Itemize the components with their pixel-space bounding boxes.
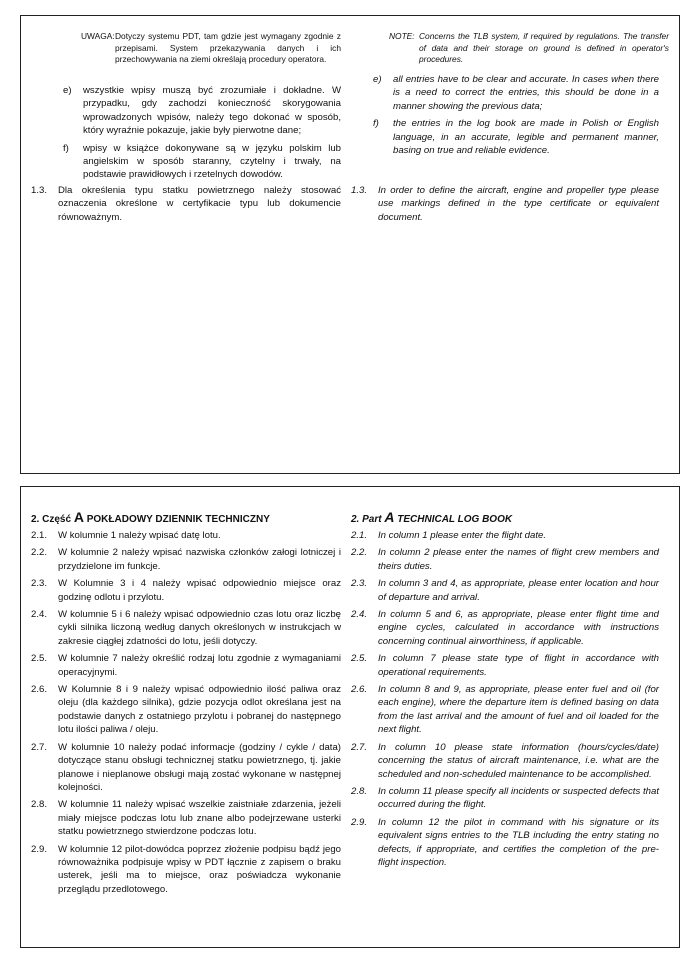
pl-item-2-7	[31, 741, 341, 795]
item-number: f)	[373, 118, 379, 130]
item-number: e)	[373, 74, 382, 85]
item-number: 2.3.	[351, 578, 368, 590]
pl-item-2-5	[31, 652, 341, 679]
pl-item-f	[63, 142, 341, 182]
note-en-label: NOTE:	[389, 31, 415, 41]
item-text: Dla określenia typu statku powietrznego należy stosować oznaczenia określone w certyfikacie typu lub dokumencie równoważnym.	[58, 185, 341, 223]
pl-item-2-6	[31, 683, 341, 737]
item-text: wpisy w książce dokonywane są w języku polskim lub angielskim w sposób staranny, czytelny i trwały, na podstawie prawidłowych i rzetelnych dowodów.	[83, 142, 341, 181]
item-text: wszystkie wpisy muszą być zrozumiałe i dokładne. W przypadku, gdy zachodzi konieczność skorygowania wprowadzonych wpisów, należy tego dokonać w sposób, który wyraźnie pokazuje, jakie były pierwotne dane;	[83, 85, 341, 137]
item-text: In column 10 please state information (hours/cycles/date) concerning the status of aircraft maintenance, i.e. what are the scheduled and non-scheduled maintenance to be accomplished.	[378, 741, 659, 780]
item-text: W kolumnie 7 należy określić rodzaj lotu zgodnie z wymaganiami operacyjnymi.	[58, 653, 341, 678]
item-text: W kolumnie 10 należy podać informacje (godziny / cykle / data) dotyczące stanu obsługi technicznej statku powietrznego, tj. jakie planowe i nieplanowe obsługi mają zostać wykonane w następnej kolejności.	[58, 741, 341, 793]
item-text: In column 11 please specify all incidents or suspected defects that occurred during the flight.	[378, 785, 659, 811]
en-list	[351, 529, 659, 873]
item-text: In column 1 please enter the flight date.	[378, 530, 546, 541]
pl-list-ef	[63, 84, 341, 186]
pl-item-2-9	[31, 843, 341, 897]
item-text: In column 2 please enter the names of flight crew members and theirs duties.	[378, 547, 659, 572]
note-pl-text: Dotyczy systemu PDT, tam gdzie jest wymagany zgodnie z przepisami. System przekazywania danych i ich przechowywania na ziemi określają procedury operatora.	[115, 31, 341, 64]
item-number: f)	[63, 142, 69, 154]
item-text: all entries have to be clear and accurate. In cases when there is a need to correct the entries, this should be done in a manner showing the previous data;	[393, 74, 659, 112]
item-number: 2.2.	[31, 547, 48, 559]
item-number: 1.3.	[31, 185, 48, 196]
item-number: 2.4.	[351, 609, 368, 621]
item-number: 2.5.	[351, 653, 368, 665]
en-list-ef	[373, 73, 659, 161]
item-number: 2.9.	[351, 816, 368, 828]
item-text: In column 5 and 6, as appropriate, please enter flight time and engine cycles, calculated in accordance with instructions concerning continual airworthiness, if applicable.	[378, 609, 659, 647]
pl-item-2-8	[31, 798, 341, 838]
en-item-2-3	[351, 577, 659, 604]
en-item-2-1	[351, 529, 659, 542]
pl-item-e	[63, 84, 341, 138]
en-item-2-4	[351, 608, 659, 648]
item-number: 2.8.	[351, 785, 368, 797]
en-item-2-8	[351, 785, 659, 812]
item-text: W kolumnie 2 należy wpisać nazwiska członków załogi lotniczej i przydzielone im funkcje.	[58, 547, 341, 572]
item-number: 2.7.	[351, 741, 368, 753]
item-text: W Kolumnie 3 i 4 należy wpisać odpowiednio miejsce oraz godzinę odlotu i przylotu.	[58, 578, 341, 603]
en-item-2-2	[351, 546, 659, 573]
pl-list	[31, 529, 341, 900]
item-number: 2.3.	[31, 578, 48, 590]
item-number: 2.5.	[31, 653, 48, 665]
item-text: W kolumnie 12 pilot-dowódca poprzez złożenie podpisu bądź jego równoważnika podpisuje wpisy w PDT łącznie z zapisem o braku usterek, jeśli ma to miejsce, oraz poświadcza wykonanie przeglądu przedlotowego.	[58, 843, 341, 895]
item-number: 2.9.	[31, 843, 48, 855]
en-item-1-3	[351, 184, 659, 228]
en-item-2-6	[351, 683, 659, 737]
item-text: W Kolumnie 8 i 9 należy wpisać odpowiednio ilość paliwa oraz oleju (dla każdego silnika), gdzie pozycja odlot określana jest na podstawie danych z ostatniego przylotu i pobranej do następnego lotu ilości paliwa / oleju.	[58, 684, 341, 736]
en-item-2-9	[351, 816, 659, 870]
en-section-title: 2. Part A TECHNICAL LOG BOOK	[351, 509, 513, 525]
item-text: In order to define the aircraft, engine and propeller type please use markings defined in the type certificate or equivalent document.	[378, 185, 659, 223]
item-number: 2.4.	[31, 609, 48, 621]
item-text: W kolumnie 1 należy wpisać datę lotu.	[58, 530, 221, 541]
item-text: W kolumnie 11 należy wpisać wszelkie zaistniałe zdarzenia, jeżeli miały miejsce podczas lotu lub znane albo podejrzewane usterki statku powietrznego stwierdzone podczas lotu.	[58, 799, 341, 838]
item-text: W kolumnie 5 i 6 należy wpisać odpowiednio czas lotu oraz liczbę cykli silnika liczoną według danych określonych w instrukcjach w zakresie ciągłej zdatności do lotu, jeśli dotyczy.	[58, 609, 341, 647]
item-text: the entries in the log book are made in Polish or English language, in an accurate, legible and permanent manner, basing on true and reliable evidence.	[393, 118, 659, 157]
item-number: 2.1.	[351, 530, 368, 541]
pl-item-2-3	[31, 577, 341, 604]
item-number: 2.6.	[351, 684, 368, 696]
item-text: In column 8 and 9, as appropriate, please enter fuel and oil (for each engine), where the departure item is defined basing on data from the last arrival and the amount of fuel and oil loaded for the next flight.	[378, 684, 659, 736]
item-number: 2.8.	[31, 799, 48, 811]
en-item-2-5	[351, 652, 659, 679]
item-text: In column 12 the pilot in command with his signature or its equivalent signs entries to the TLB including the entry stating no defects, if appropriate, and certifies the completion of the pre-flight inspection.	[378, 816, 659, 868]
item-number: 2.1.	[31, 530, 48, 541]
item-number: 2.2.	[351, 547, 368, 559]
pl-item-2-2	[31, 546, 341, 573]
item-text: In column 7 please state type of flight in accordance with operational requirements.	[378, 653, 659, 678]
note-pl-label: UWAGA:	[81, 31, 115, 41]
item-number: 1.3.	[351, 185, 368, 196]
pl-section-title: 2. Część A POKŁADOWY DZIENNIK TECHNICZNY	[31, 509, 270, 525]
en-item-e	[373, 73, 659, 113]
pl-item-1-3	[31, 184, 341, 228]
item-number: 2.7.	[31, 741, 48, 753]
item-number: 2.6.	[31, 684, 48, 696]
en-item-f	[373, 117, 659, 157]
top-page-panel	[20, 15, 680, 474]
pl-item-2-1	[31, 529, 341, 542]
note-en	[389, 31, 669, 66]
item-text: In column 3 and 4, as appropriate, please enter location and hour of departure and arrival.	[378, 578, 659, 603]
note-en-text: Concerns the TLB system, if required by regulations. The transfer of data and their storage on ground is defined in operator's procedures.	[419, 31, 669, 64]
pl-item-2-4	[31, 608, 341, 648]
item-number: e)	[63, 85, 72, 96]
note-pl	[81, 31, 341, 66]
en-item-2-7	[351, 741, 659, 781]
bottom-page-panel	[20, 486, 680, 948]
